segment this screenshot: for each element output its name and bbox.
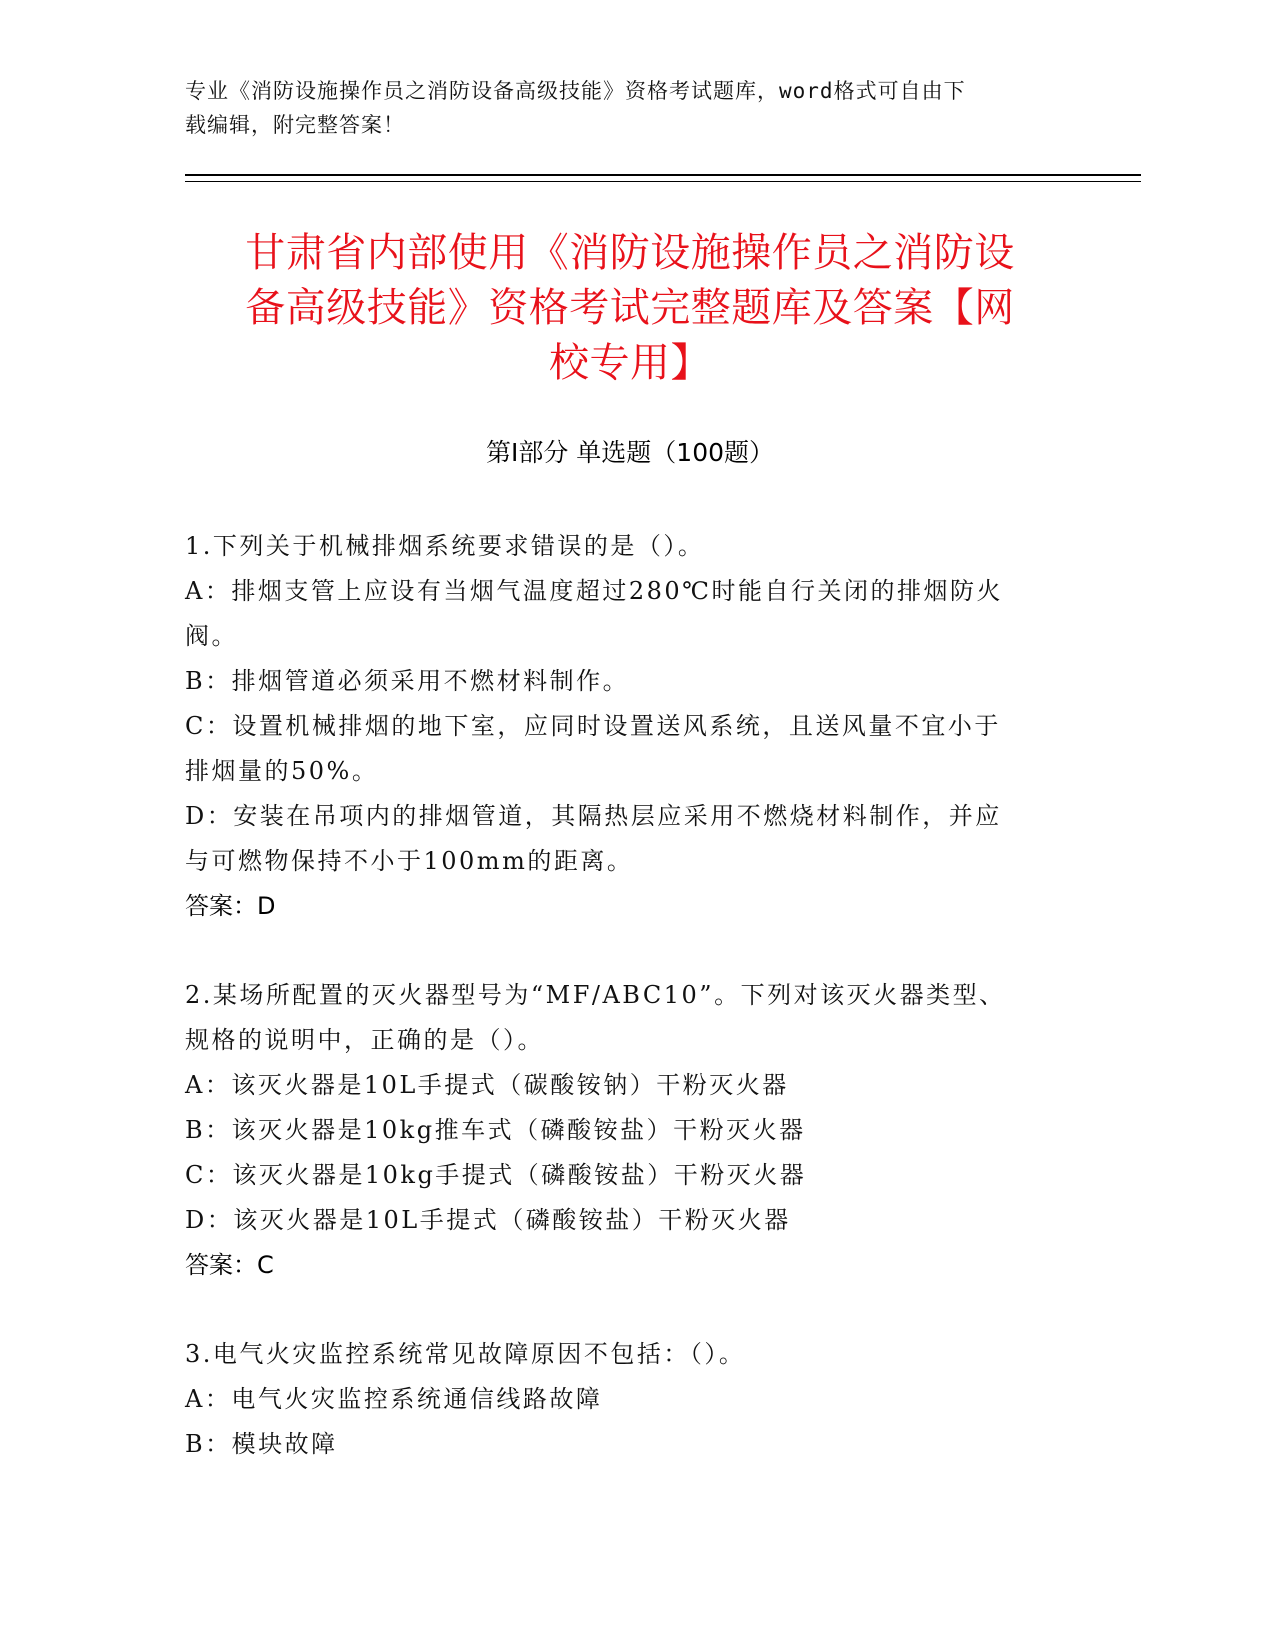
header-note-line-1: 专业《消防设施操作员之消防设备高级技能》资格考试题库，word格式可自由下	[185, 79, 966, 103]
question-2-option-c: C：该灭火器是10kg手提式（磷酸铵盐）干粉灭火器	[185, 1161, 807, 1189]
question-2-option-d: D：该灭火器是10L手提式（磷酸铵盐）干粉灭火器	[185, 1206, 791, 1234]
question-1-option-d-line-1: D：安装在吊项内的排烟管道，其隔热层应采用不燃烧材料制作，并应	[185, 802, 1002, 830]
question-2-option-a: A：该灭火器是10L手提式（碳酸铵钠）干粉灭火器	[185, 1071, 789, 1099]
section-title: 第Ⅰ部分 单选题（100题）	[485, 438, 775, 467]
question-1	[185, 524, 1075, 929]
question-1-option-a-line-2: 阀。	[185, 622, 238, 650]
question-2-stem-line-2: 规格的说明中，正确的是（）。	[185, 1026, 544, 1054]
question-1-option-c-line-1: C：设置机械排烟的地下室，应同时设置送风系统，且送风量不宜小于	[185, 712, 1001, 740]
header-divider-thick	[185, 174, 1141, 176]
question-2-answer: 答案：C	[185, 1251, 274, 1279]
header-note	[185, 74, 1065, 142]
header-divider-thin	[185, 181, 1141, 182]
header-note-line-2: 载编辑，附完整答案！	[185, 113, 405, 137]
question-1-option-c-line-2: 排烟量的50%。	[185, 757, 379, 785]
question-list	[185, 524, 1075, 1511]
question-3-option-b: B：模块故障	[185, 1430, 338, 1458]
question-1-option-a-line-1: A：排烟支管上应设有当烟气温度超过280℃时能自行关闭的排烟防火	[185, 577, 1003, 605]
question-1-answer: 答案：D	[185, 892, 276, 920]
document-title-line-3: 校专用】	[549, 340, 711, 386]
question-3-stem: 3.电气火灾监控系统常见故障原因不包括：（）。	[185, 1340, 746, 1368]
question-1-option-d-line-2: 与可燃物保持不小于100mm的距离。	[185, 847, 634, 875]
question-1-option-b: B：排烟管道必须采用不燃材料制作。	[185, 667, 630, 695]
document-title-line-2: 备高级技能》资格考试完整题库及答案【网	[245, 285, 1015, 331]
question-3	[185, 1332, 1075, 1467]
question-2-stem-line-1: 2.某场所配置的灭火器型号为“MF/ABC10”。下列对该灭火器类型、	[185, 981, 1006, 1009]
document-title	[185, 226, 1075, 391]
question-2	[185, 973, 1075, 1288]
question-3-option-a: A：电气火灾监控系统通信线路故障	[185, 1385, 603, 1413]
question-2-option-b: B：该灭火器是10kg推车式（磷酸铵盐）干粉灭火器	[185, 1116, 806, 1144]
question-1-stem: 1.下列关于机械排烟系统要求错误的是（）。	[185, 532, 705, 560]
document-title-line-1: 甘肃省内部使用《消防设施操作员之消防设	[245, 230, 1015, 276]
